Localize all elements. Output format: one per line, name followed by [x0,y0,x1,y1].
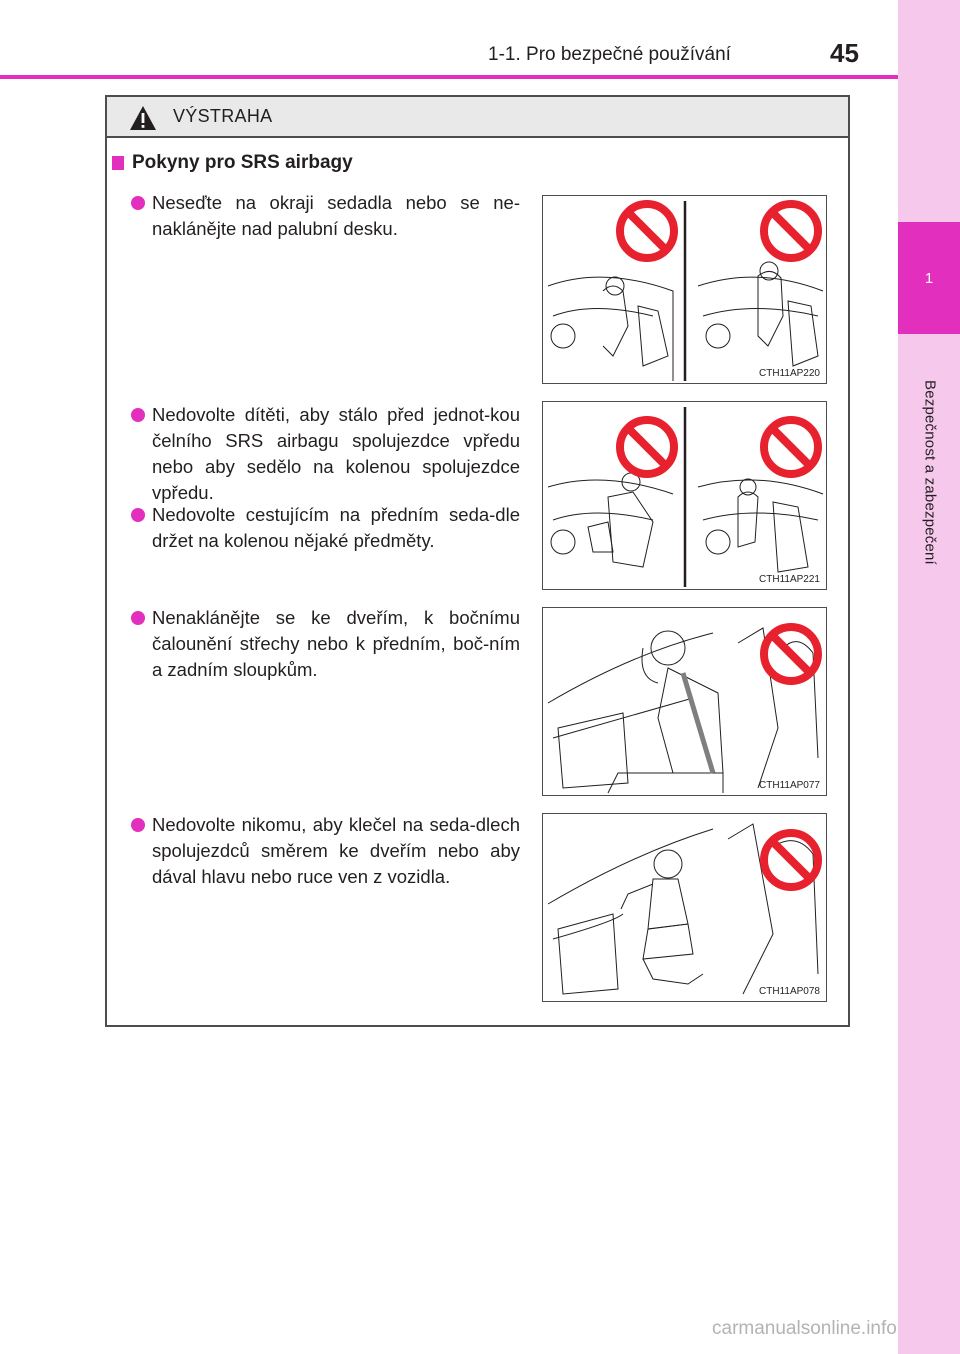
prohibition-icon [620,420,674,474]
figure-code: CTH11AP078 [759,986,820,997]
subheading [112,152,353,174]
prohibition-icon [620,204,674,258]
prohibition-icon [764,627,818,681]
bullet-dot-icon [131,508,145,522]
square-bullet-icon [112,156,124,170]
bullet-dot-icon [131,196,145,210]
illustration-leaning-dashboard [542,195,827,384]
warning-title: VÝSTRAHA [173,106,273,126]
prohibition-icon [764,204,818,258]
page-number: 45 [830,38,859,68]
bullet-dot-icon [131,818,145,832]
chapter-number: 1 [898,222,960,334]
warning-header [107,97,848,138]
section-title: 1-1. Pro bezpečné používání [488,44,731,65]
header-rule [0,75,898,79]
illustration-kneeling-seat [542,813,827,1002]
illustration-child-front-seat [542,401,827,590]
bullet-dot-icon [131,408,145,422]
figure-code: CTH11AP077 [759,780,820,791]
prohibition-icon [764,420,818,474]
figure-code: CTH11AP220 [759,368,820,379]
chapter-title: Bezpečnost a zabezpečení [921,379,939,565]
illustration-leaning-door [542,607,827,796]
subheading-text: Pokyny pro SRS airbagy [132,152,353,173]
watermark: carmanualsonline.info [712,1318,897,1339]
list-item: Nenaklánějte se ke dveřím, k bočnímu čalounění střechy nebo k předním, boč-ním a zadním sloupkům. [152,607,520,680]
list-item: Nedovolte dítěti, aby stálo před jednot-kou čelního SRS airbagu spolujezdce vpředu nebo aby sedělo na kolenou spolujezdce vpředu. [152,404,520,503]
bullet-dot-icon [131,611,145,625]
list-item: Neseďte na okraji sedadla nebo se ne-naklánějte nad palubní desku. [152,192,520,239]
list-item: Nedovolte nikomu, aby klečel na seda-dlech spolujezdců směrem ke dveřím nebo aby dával hlavu nebo ruce ven z vozidla. [152,814,520,887]
figure-code: CTH11AP221 [759,574,820,585]
list-item: Nedovolte cestujícím na předním seda-dle držet na kolenou nějaké předměty. [152,504,520,551]
warning-triangle-icon [129,105,157,131]
chapter-side-tab [898,0,960,1354]
